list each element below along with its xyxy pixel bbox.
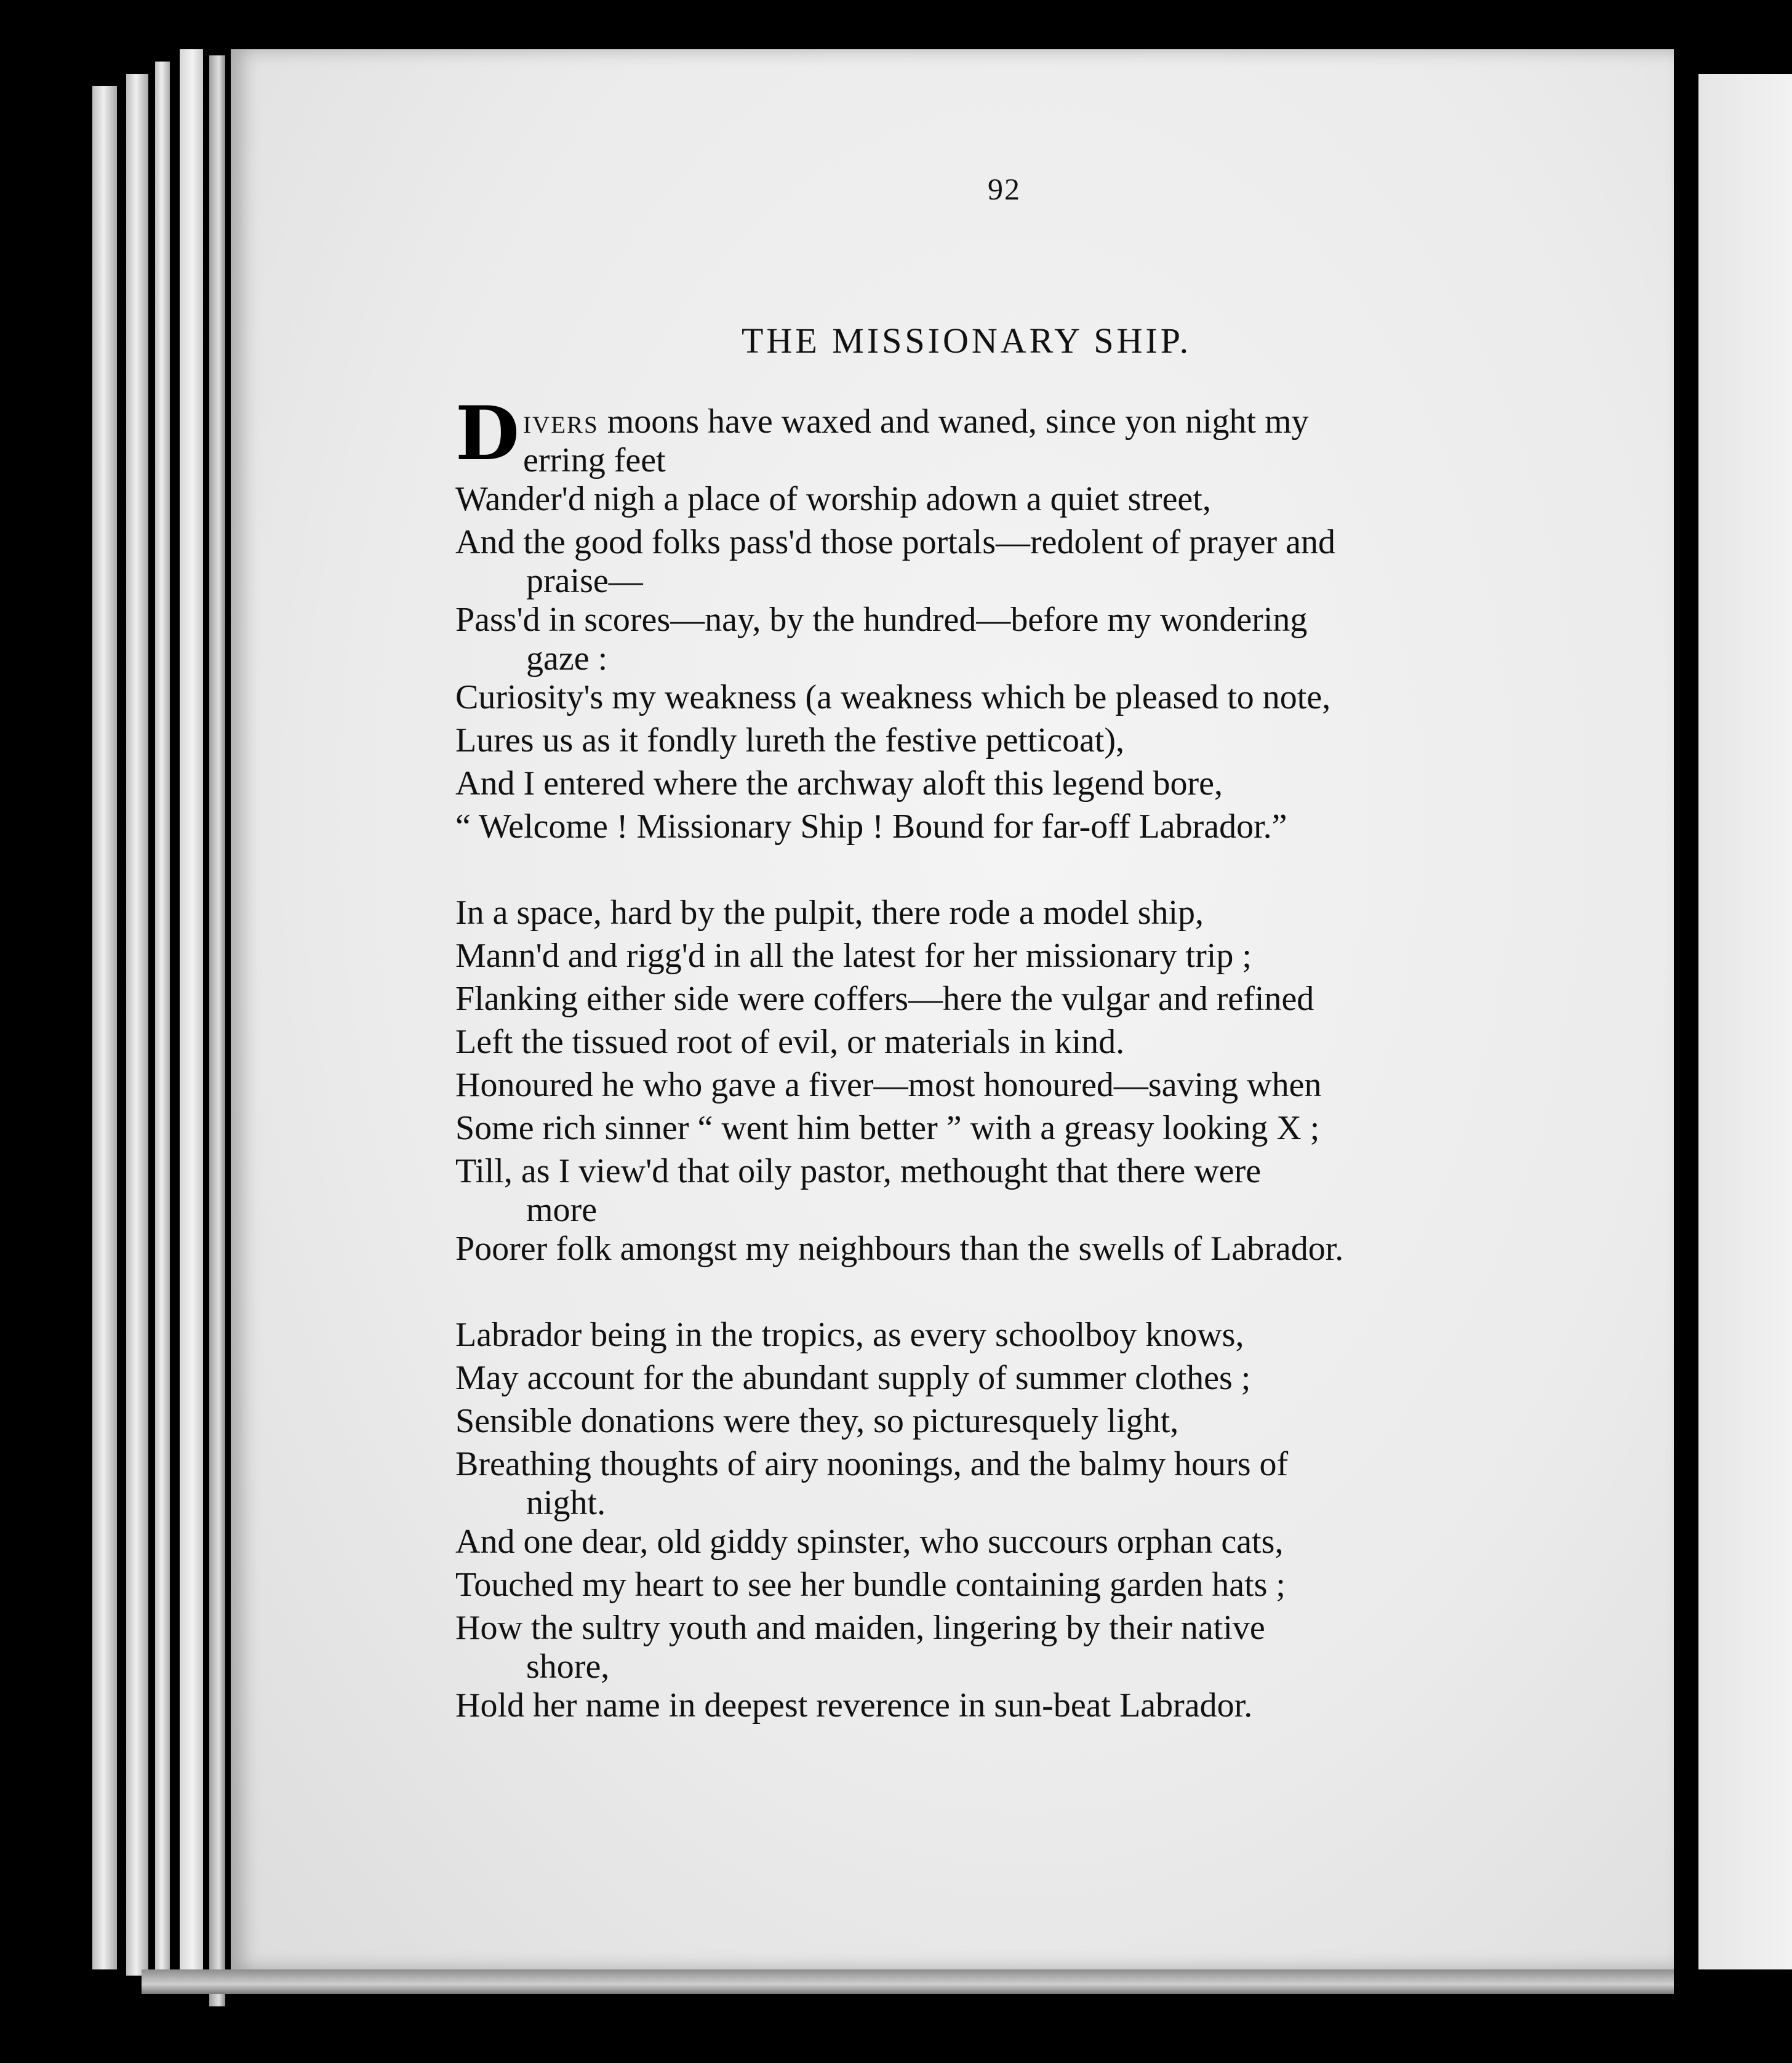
line-continuation: more xyxy=(526,1191,598,1229)
line-text: How the sultry youth and maiden, lingering by their native xyxy=(455,1609,1265,1647)
poem-title: THE MISSIONARY SHIP. xyxy=(742,321,1192,361)
page-edge xyxy=(92,86,117,1969)
page-edge xyxy=(126,74,148,1976)
line-continuation: shore, xyxy=(526,1648,610,1686)
poem-line: Lures us as it fondly lureth the festive petticoat), xyxy=(455,721,1125,759)
poem-line: Some rich sinner “ went him better ” with a greasy looking X ; xyxy=(455,1109,1320,1147)
line-text: Breathing thoughts of airy noonings, and the balmy hours of xyxy=(455,1445,1289,1483)
line-continuation: night. xyxy=(526,1484,606,1522)
poem-line: Flanking either side were coffers—here the vulgar and refined xyxy=(455,980,1314,1018)
poem-line: And I entered where the archway aloft this legend bore, xyxy=(455,764,1223,803)
line-text: moons have waxed and waned, since yon night my xyxy=(598,403,1309,441)
page-edge xyxy=(155,62,170,1982)
stanza xyxy=(455,390,1545,848)
page-bottom-edge xyxy=(142,1969,1674,1994)
poem-line: Poorer folk amongst my neighbours than the swells of Labrador. xyxy=(455,1230,1344,1268)
poem-line xyxy=(455,1150,1545,1227)
poem-line: Sensible donations were they, so picturesquely light, xyxy=(455,1402,1179,1440)
page-edge xyxy=(209,55,225,2006)
facing-page-edge xyxy=(1698,74,1792,1969)
line-continuation: praise— xyxy=(526,562,643,600)
poem-line: In a space, hard by the pulpit, there rode a model ship, xyxy=(455,894,1204,932)
poem-line: Curiosity's my weakness (a weakness which be pleased to note, xyxy=(455,678,1331,716)
line-text: Pass'd in scores—nay, by the hundred—before my wondering xyxy=(455,601,1308,639)
drop-cap: D xyxy=(455,390,520,477)
page-number: 92 xyxy=(988,172,1021,206)
poem-line xyxy=(455,390,1545,479)
poem-line: “ Welcome ! Missionary Ship ! Bound for far-off Labrador.” xyxy=(455,807,1287,846)
poem-line: Wander'd nigh a place of worship adown a quiet street, xyxy=(455,480,1211,518)
poem-body xyxy=(455,390,1545,1770)
line-text: And the good folks pass'd those portals—redolent of prayer and xyxy=(455,523,1335,561)
poem-line: Left the tissued root of evil, or materials in kind. xyxy=(455,1023,1125,1061)
poem-line: Mann'd and rigg'd in all the latest for her missionary trip ; xyxy=(455,937,1252,975)
stanza xyxy=(455,1313,1545,1727)
poem-line xyxy=(455,1606,1545,1684)
poem-line: And one dear, old giddy spinster, who succours orphan cats, xyxy=(455,1523,1284,1561)
page-edge xyxy=(180,49,203,1988)
line-continuation: gaze : xyxy=(526,639,608,678)
line-continuation: erring feet xyxy=(523,441,666,479)
poem-line: Labrador being in the tropics, as every schoolboy knows, xyxy=(455,1316,1244,1354)
line-text: Till, as I view'd that oily pastor, methought that there were xyxy=(455,1152,1262,1190)
poem-line xyxy=(455,598,1545,676)
poem-line: Honoured he who gave a fiver—most honoured—saving when xyxy=(455,1066,1322,1104)
poem-line: May account for the abundant supply of summer clothes ; xyxy=(455,1359,1251,1397)
poem-line xyxy=(455,521,1545,598)
opening-word: ivers xyxy=(523,403,599,441)
stanza xyxy=(455,891,1545,1270)
poem-line: Hold her name in deepest reverence in sun-beat Labrador. xyxy=(455,1686,1253,1725)
poem-line xyxy=(455,1443,1545,1520)
poem-line: Touched my heart to see her bundle containing garden hats ; xyxy=(455,1566,1286,1604)
